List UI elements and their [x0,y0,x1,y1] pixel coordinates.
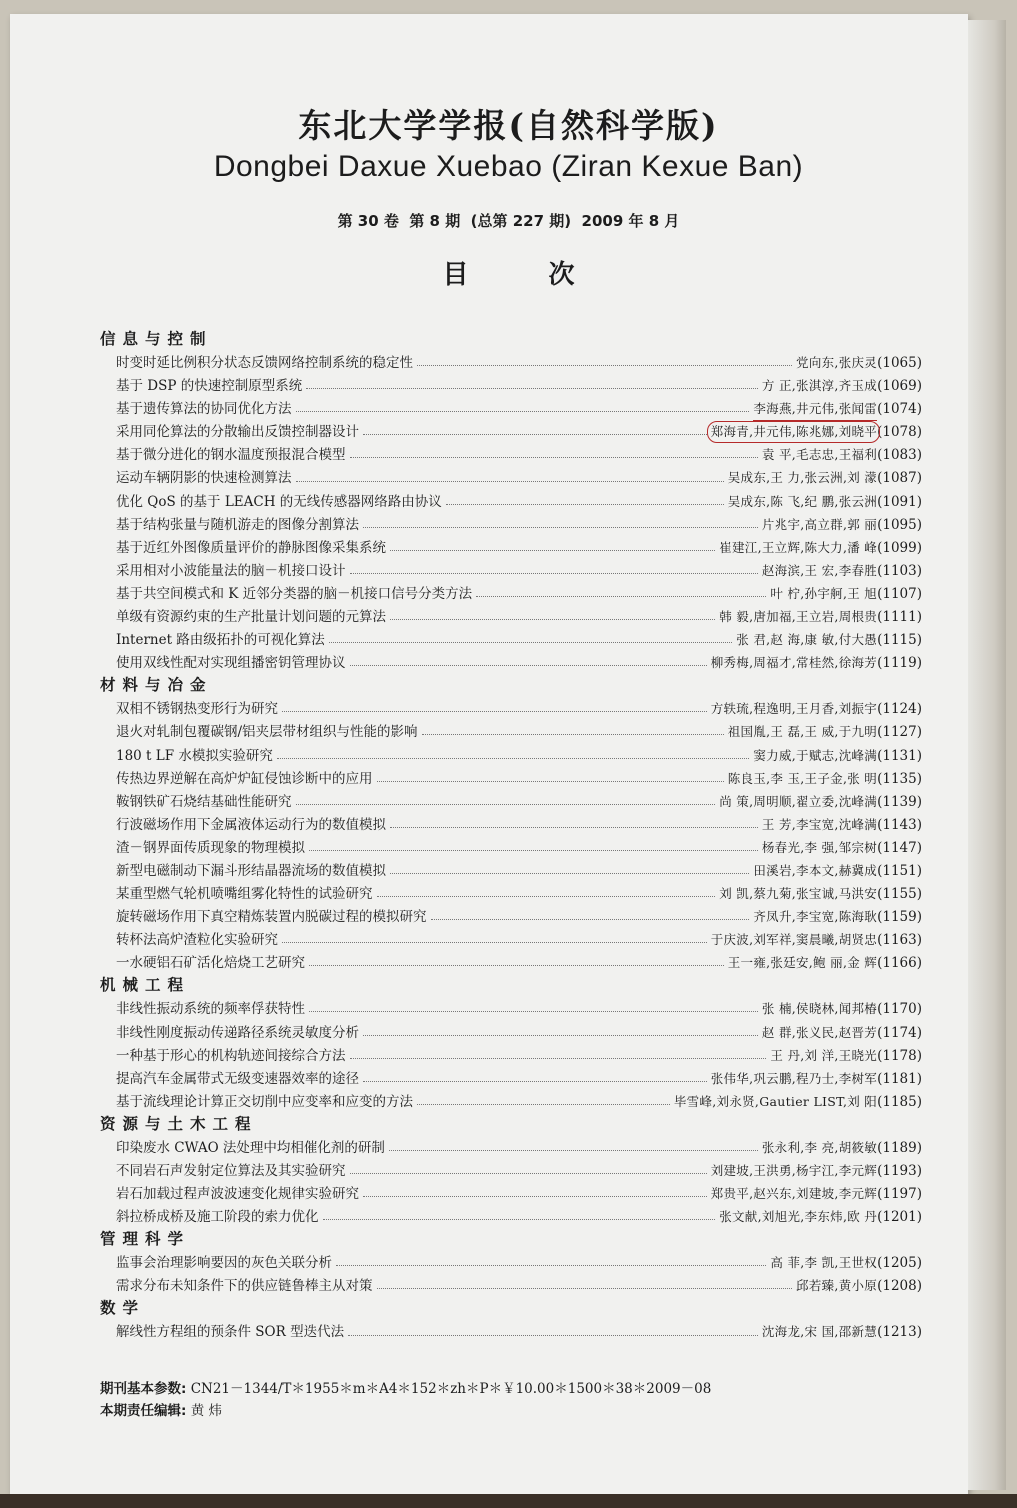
page-number: (1091) [877,493,922,510]
page-number: (1166) [877,955,922,972]
page-number: (1065) [877,355,922,371]
article-authors: 吴成东,陈 飞,纪 鹏,张云洲 [727,493,878,509]
dot-leader [296,481,724,482]
article-title: 行波磁场作用下金属液体运动行为的数值模拟 [116,816,386,833]
article-authors: 张 君,赵 海,康 敏,付大愚 [736,632,878,648]
article-authors: 王 丹,刘 洋,王晓光 [770,1047,878,1063]
toc-entry[interactable] [100,605,922,628]
page-number: (1099) [877,539,922,556]
toc-entry[interactable] [100,628,922,651]
article-authors: 方 正,张淇淳,齐玉成 [761,378,878,394]
toc-entry[interactable] [100,790,922,813]
article-title: 基于流线理论计算正交切削中应变率和应变的方法 [116,1093,413,1110]
article-title: 基于遗传算法的协同优化方法 [116,401,292,418]
toc-entry[interactable] [100,720,922,743]
article-authors: 张 楠,侯晓林,闻邦椿 [761,1001,878,1017]
dot-leader [446,504,724,505]
article-title: 采用同伦算法的分散输出反馈控制器设计 [116,424,359,441]
toc-entry[interactable] [100,420,922,443]
article-title: 基于结构张量与随机游走的图像分割算法 [116,516,359,533]
article-title: 使用双线性配对实现组播密钥管理协议 [116,655,346,672]
toc-entry[interactable] [100,443,922,466]
page-number: (1155) [877,886,922,903]
article-authors: 党向东,张庆灵 [796,355,878,370]
article-authors: 陈良玉,李 玉,王子金,张 明 [727,770,878,786]
toc-entry[interactable] [100,859,922,882]
dot-leader [390,873,749,874]
dot-leader [389,1150,758,1151]
article-authors: 叶 柠,孙宇舸,王 旭 [770,585,878,601]
article-title: 解线性方程组的预条件 SOR 型迭代法 [116,1324,345,1341]
toc-entry[interactable] [100,1251,922,1274]
article-title: 退火对轧制包覆碳钢/铝夹层带材组织与性能的影响 [116,724,418,741]
article-title: 传热边界逆解在高炉炉缸侵蚀诊断中的应用 [116,770,373,787]
toc-entry[interactable] [100,767,922,790]
dot-leader [306,388,758,389]
dot-leader [296,804,716,805]
page-number: (1135) [877,770,922,787]
article-authors: 李海燕,井元伟,张闻雷 [753,397,877,421]
article-authors: 片兆宇,高立群,郭 丽 [761,516,878,532]
dot-leader [348,1335,758,1336]
article-authors: 韩 毅,唐加福,王立岩,周根贵 [719,609,878,625]
dot-leader [350,1173,707,1174]
article-authors: 高 菲,李 凯,王世权 [770,1255,878,1271]
page-number: (1193) [877,1163,922,1179]
dot-leader [476,596,766,597]
article-authors: 邱若臻,黄小原 [796,1278,878,1294]
article-title: 不同岩石声发射定位算法及其实验研究 [116,1163,346,1179]
dot-leader [363,1035,758,1036]
page-number: (1087) [877,470,922,487]
article-authors: 毕雪峰,刘永贤,Gautier LIST,刘 阳 [673,1093,878,1109]
article-authors: 方轶琉,程逸明,王月香,刘振宇 [710,701,878,717]
page-number: (1151) [877,862,922,879]
footer [100,1378,711,1422]
article-title: 单级有资源约束的生产批量计划问题的元算法 [116,609,386,626]
section-heading: 资源与土木工程 [100,1114,258,1133]
dot-leader [309,965,724,966]
journal-params [100,1378,711,1400]
dot-leader [377,1288,793,1289]
toc-entry[interactable] [100,1205,922,1228]
article-authors: 窦力威,于赋志,沈峰满 [753,747,878,763]
toc-entry[interactable] [100,1320,922,1343]
toc-entry[interactable] [100,582,922,605]
page-number: (1107) [877,585,922,602]
dot-leader [350,665,707,666]
toc-entry[interactable] [100,651,922,674]
section-heading: 数学 [100,1299,146,1318]
page-number: (1095) [877,516,922,533]
page-number: (1201) [877,1209,922,1226]
article-title: 时变时延比例积分状态反馈网络控制系统的稳定性 [116,355,413,371]
toc-entry[interactable] [100,882,922,905]
article-title: 优化 QoS 的基于 LEACH 的无线传感器网络路由协议 [116,493,442,510]
article-authors: 尚 策,周明顺,翟立委,沈峰满 [719,793,878,809]
toc-entry[interactable] [100,1044,922,1067]
toc-entry[interactable] [100,397,922,420]
page-number: (1178) [877,1047,922,1064]
toc-entry[interactable] [100,1136,922,1159]
section-heading: 信息与控制 [100,330,213,348]
page-number: (1170) [877,1001,922,1018]
page-number: (1147) [877,839,922,856]
page-number: (1159) [877,909,922,926]
dot-leader [350,573,758,574]
dot-leader [296,411,750,412]
dot-leader [329,642,732,643]
page-number: (1119) [877,655,922,672]
section-heading: 管理科学 [100,1230,191,1249]
article-title: 非线性振动系统的频率俘获特性 [116,1001,305,1018]
page-number: (1174) [877,1024,922,1041]
dot-leader [390,619,715,620]
toc-entry[interactable] [100,1021,922,1044]
dot-leader [431,919,750,920]
toc-entry[interactable] [100,697,922,720]
article-authors: 吴成东,王 力,张云洲,刘 濛 [727,470,878,486]
article-authors: 柳秀梅,周福才,常桂然,徐海芳 [710,655,878,671]
toc-entry[interactable] [100,490,922,513]
article-title: 印染废水 CWAO 法处理中均相催化剂的研制 [116,1139,385,1156]
article-title: 提高汽车金属带式无级变速器效率的途径 [116,1070,359,1087]
dot-leader [282,711,707,712]
dot-leader [377,781,724,782]
toc-entry[interactable] [100,1159,922,1182]
background-surface [0,1494,1017,1508]
section-heading: 材料与冶金 [100,676,213,695]
article-authors: 赵 群,张义民,赵晋芳 [761,1024,878,1040]
article-title: 一水硬铝石矿活化焙烧工艺研究 [116,955,305,972]
article-title: 需求分布未知条件下的供应链鲁棒主从对策 [116,1278,373,1295]
article-authors: 齐凤升,李宝宽,陈海耿 [753,909,878,925]
toc-entry[interactable] [100,1182,922,1205]
article-authors: 王一雍,张廷安,鲍 丽,金 辉 [727,955,878,971]
page-number: (1124) [877,701,922,718]
toc-entry[interactable] [100,744,922,767]
toc-entry[interactable] [100,928,922,951]
article-authors: 崔建江,王立辉,陈大力,潘 峰 [719,539,878,555]
article-title: 渣－钢界面传质现象的物理模拟 [116,839,305,856]
journal-title-pinyin: Dongbei Daxue Xuebao (Ziran Kexue Ban) [213,150,804,183]
article-title: 基于共空间模式和 K 近邻分类器的脑－机接口信号分类方法 [116,585,473,602]
article-authors: 袁 平,毛志忠,王福利 [761,447,878,463]
article-title: 采用相对小波能量法的脑－机接口设计 [116,562,346,579]
dot-leader [417,1104,670,1105]
page-number: (1181) [877,1070,922,1087]
toc-entry[interactable] [100,536,922,559]
dot-leader [277,758,749,759]
dot-leader [309,1011,758,1012]
article-title: 旋转磁场作用下真空精炼装置内脱碳过程的模拟研究 [116,909,427,926]
dot-leader [350,457,758,458]
dot-leader [363,434,707,435]
article-title: 监事会治理影响要因的灰色关联分析 [116,1255,332,1272]
dot-leader [377,896,716,897]
article-authors: 于庆波,刘军祥,窦晨曦,胡贤忠 [710,932,878,948]
section-heading: 机械工程 [100,976,191,995]
dot-leader [363,527,758,528]
page-number: (1208) [877,1278,922,1295]
article-title: 岩石加载过程声波波速变化规律实验研究 [116,1186,359,1203]
page-number: (1189) [877,1139,922,1156]
page-number: (1074) [877,401,922,418]
article-authors: 郑海青,井元伟,陈兆娜,刘晓平 [711,420,877,443]
article-authors: 沈海龙,宋 国,邵新慧 [761,1324,878,1340]
dot-leader [390,550,715,551]
article-authors: 赵海滨,王 宏,李春胜 [761,562,878,578]
toc-entry[interactable] [100,466,922,489]
page-number: (1103) [877,562,922,579]
toc-entry[interactable] [100,905,922,928]
article-title: 某重型燃气轮机喷嘴组雾化特性的试验研究 [116,886,373,903]
dot-leader [363,1081,707,1082]
article-authors: 张文献,刘旭光,李东炜,欧 丹 [719,1209,878,1225]
page-number: (1078) [877,424,922,441]
article-title: 运动车辆阴影的快速检测算法 [116,470,292,487]
article-title: 转杯法高炉渣粒化实验研究 [116,932,278,949]
article-title: 非线性刚度振动传递路径系统灵敏度分析 [116,1024,359,1041]
article-authors: 王 芳,李宝宽,沈峰满 [761,816,878,832]
editor-label: 本期责任编辑: [100,1403,187,1419]
toc-heading: 目次 [442,260,655,290]
article-title: 基于 DSP 的快速控制原型系统 [116,378,303,395]
article-title: 基于微分进化的钢水温度预报混合模型 [116,447,346,464]
issue-info: 第 30 卷 第 8 期 (总第 227 期) 2009 年 8 月 [337,212,680,230]
page-number: (1131) [877,747,922,764]
article-authors: 刘 凯,蔡九菊,张宝诚,马洪安 [719,886,878,902]
article-authors: 杨春光,李 强,邹宗树 [761,839,878,855]
toc-entry[interactable] [100,1090,922,1113]
table-of-contents [100,328,922,1344]
article-authors: 张永利,李 亮,胡筱敏 [761,1139,878,1155]
toc-entry[interactable] [100,1067,922,1090]
page-number: (1139) [877,793,922,810]
dot-leader [390,827,758,828]
page-number: (1083) [877,447,922,464]
editor-value: 黄 炜 [190,1403,222,1419]
page-number: (1185) [877,1093,922,1110]
page-number: (1115) [877,632,922,649]
article-title: 双相不锈钢热变形行为研究 [116,701,278,718]
page-number: (1143) [877,816,922,833]
toc-entry[interactable] [100,513,922,536]
article-authors: 田溪岩,李本文,赫冀成 [753,862,878,878]
toc-entry[interactable] [100,374,922,397]
article-title: 鞍钢铁矿石烧结基础性能研究 [116,793,292,810]
article-authors: 张伟华,巩云鹏,程乃士,李树军 [710,1070,878,1086]
article-authors: 郑贵平,赵兴东,刘建坡,李元辉 [710,1186,878,1202]
article-title: Internet 路由级拓扑的可视化算法 [116,632,325,649]
toc-entry[interactable] [100,559,922,582]
toc-entry[interactable] [100,1274,922,1297]
page-number: (1205) [877,1255,922,1272]
article-title: 新型电磁制动下漏斗形结晶器流场的数值模拟 [116,862,386,879]
dot-leader [417,365,792,366]
page-number: (1213) [877,1324,922,1341]
params-value: CN21－1344/T＊1955＊m＊A4＊152＊zh＊P＊￥10.00＊1500＊38＊2009－08 [190,1381,712,1397]
dot-leader [309,850,758,851]
dot-leader [282,942,707,943]
dot-leader [336,1265,766,1266]
article-title: 一种基于形心的机构轨迹间接综合方法 [116,1047,346,1064]
dot-leader [422,734,724,735]
article-authors: 刘建坡,王洪勇,杨宇江,李元辉 [710,1163,878,1178]
article-title: 斜拉桥成桥及施工阶段的索力优化 [116,1209,319,1226]
params-label: 期刊基本参数: [100,1381,187,1397]
article-title: 基于近红外图像质量评价的静脉图像采集系统 [116,539,386,556]
journal-title: 东北大学学报(自然科学版) [298,106,719,145]
toc-entry[interactable] [100,951,922,974]
responsible-editor [100,1400,711,1422]
toc-entry[interactable] [100,351,922,374]
page-number: (1163) [877,932,922,949]
page-number: (1069) [877,378,922,395]
page-number: (1127) [877,724,922,741]
dot-leader [350,1058,767,1059]
article-authors: 祖国胤,王 磊,王 威,于九明 [727,724,878,740]
dot-leader [323,1219,716,1220]
article-title: 180 t LF 水模拟实验研究 [116,747,273,764]
dot-leader [363,1196,707,1197]
toc-entry[interactable] [100,813,922,836]
page-number: (1197) [877,1186,922,1203]
toc-entry[interactable] [100,836,922,859]
page-number: (1111) [877,609,922,626]
page-stack-edge [968,20,1006,1490]
toc-entry[interactable] [100,997,922,1020]
